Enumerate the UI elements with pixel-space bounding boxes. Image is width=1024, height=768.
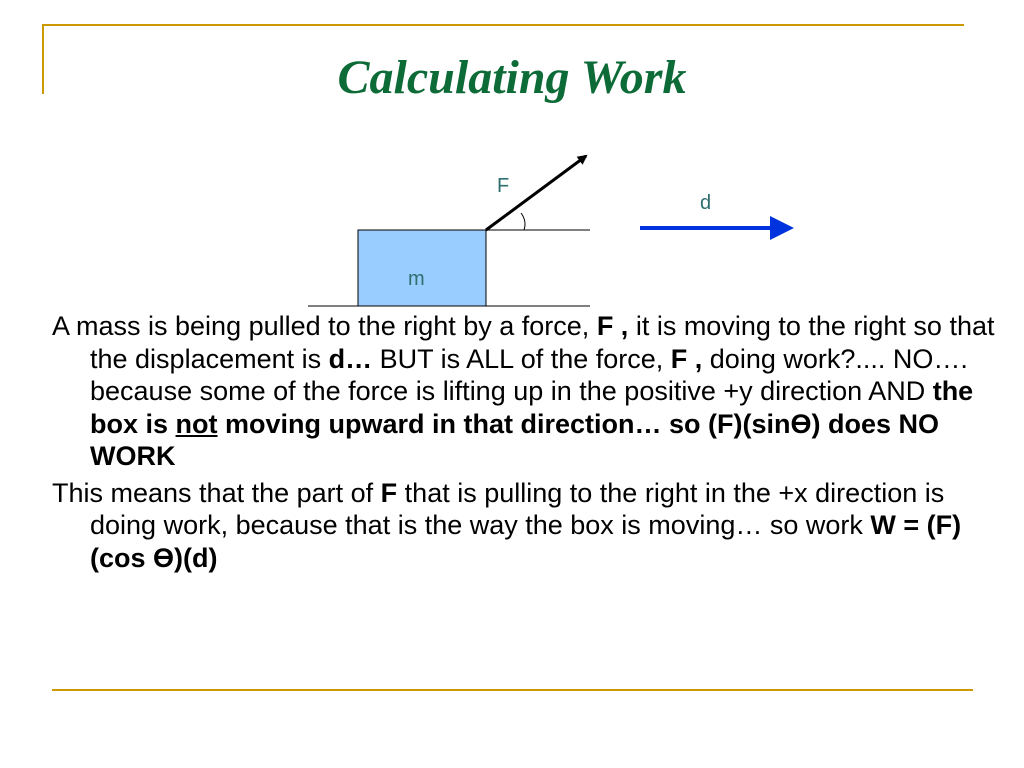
force-label: F bbox=[497, 175, 510, 197]
displacement-label: d bbox=[700, 192, 712, 214]
paragraph-work-formula bbox=[52, 477, 1000, 575]
slide-body bbox=[52, 310, 1000, 578]
force-diagram bbox=[0, 0, 1024, 320]
slide-title: Calculating Work bbox=[337, 51, 687, 104]
p2-bold-force: F bbox=[380, 477, 398, 508]
p1-bold-displacement: d… bbox=[328, 343, 373, 374]
p1-bold-force-2: F , bbox=[670, 343, 703, 374]
paragraph-mass-pulled bbox=[52, 310, 1000, 473]
p1-bold-no-work: moving upward in that direction… so (F)(sinϴ) does NO WORK bbox=[90, 408, 940, 471]
p1-bold-underline-not: not bbox=[175, 408, 218, 439]
p1-text-2: it is moving to the right so that the displacement is bbox=[90, 311, 995, 374]
p1-text-1: A mass is being pulled to the right by a force, bbox=[52, 311, 597, 341]
angle-arc bbox=[521, 213, 525, 230]
mass-label: m bbox=[408, 268, 425, 290]
p2-text-2: that is pulling to the right in the +x direction is doing work, because that is the way the box is moving… so work bbox=[90, 477, 945, 540]
p1-bold-force: F , bbox=[596, 311, 629, 341]
bottom-accent-line bbox=[52, 689, 973, 691]
p1-bold-box-is: the box is bbox=[90, 376, 974, 439]
displacement-arrowhead bbox=[770, 216, 794, 240]
p2-text-1: This means that the part of bbox=[52, 477, 381, 508]
p2-bold-formula: W = (F)(cos ϴ)(d) bbox=[90, 510, 962, 573]
p1-text-3: BUT is ALL of the force, bbox=[372, 343, 671, 374]
p1-text-4: doing work?.... NO…. because some of the force is lifting up in the positive +y direction AND bbox=[90, 343, 968, 406]
